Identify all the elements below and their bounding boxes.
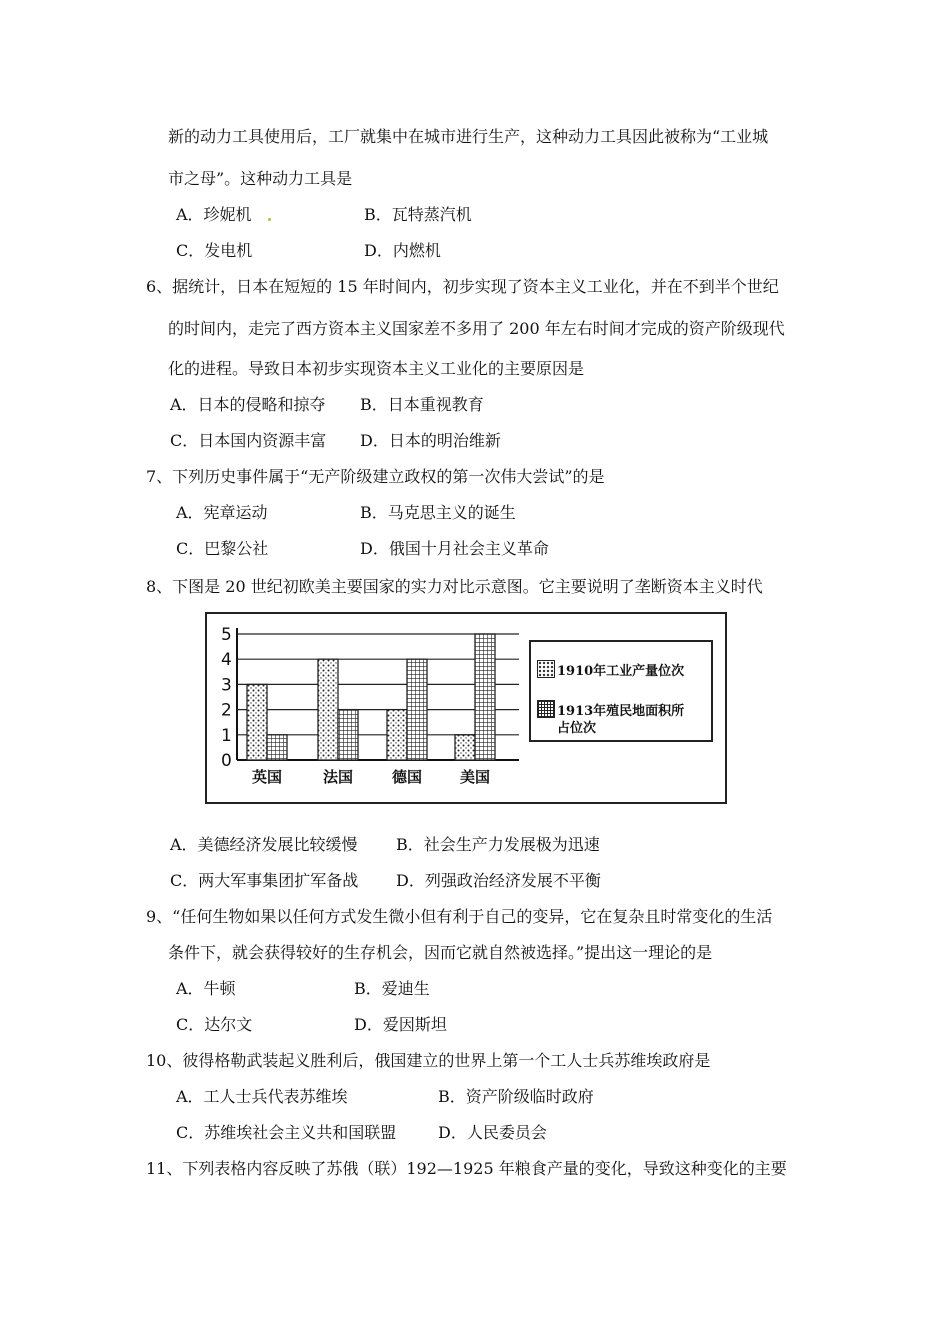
q7-text-line1: 7、下列历史事件属于“无产阶级建立政权的第一次伟大尝试”的是 xyxy=(146,467,605,486)
q9-option-a[interactable]: A．牛顿 xyxy=(176,979,236,998)
y-tick-label: 3 xyxy=(221,675,232,696)
q7-option-b[interactable]: B．马克思主义的诞生 xyxy=(360,503,516,522)
q6-text-line2: 的时间内，走完了西方资本主义国家差不多用了 200 年左右时间才完成的资产阶级现代 xyxy=(168,319,785,338)
q6-option-b[interactable]: B．日本重视教育 xyxy=(360,395,484,414)
bar-industrial xyxy=(318,659,338,760)
q8-text-line1: 8、下图是 20 世纪初欧美主要国家的实力对比示意图。它主要说明了垄断资本主义时代 xyxy=(146,577,763,596)
q5-option-a[interactable]: A．珍妮机 xyxy=(176,205,252,224)
q5-text-line1: 新的动力工具使用后，工厂就集中在城市进行生产，这种动力工具因此被称为“工业城 xyxy=(168,127,769,146)
x-category-label: 德国 xyxy=(391,768,423,786)
chart-legend xyxy=(529,640,713,742)
q9-option-b[interactable]: B．爱迪生 xyxy=(354,979,430,998)
q7-option-a[interactable]: A．宪章运动 xyxy=(176,503,268,522)
bar-colonial xyxy=(338,710,358,760)
q7-option-c[interactable]: C．巴黎公社 xyxy=(176,539,269,558)
y-tick-label: 1 xyxy=(221,725,232,746)
q6-text-line1: 6、据统计，日本在短短的 15 年时间内，初步实现了资本主义工业化，并在不到半个世纪 xyxy=(146,277,779,296)
speck-mark xyxy=(268,218,271,221)
q6-option-d[interactable]: D．日本的明治维新 xyxy=(360,431,501,450)
bar-colonial xyxy=(267,735,287,760)
q5-text-line2: 市之母”。这种动力工具是 xyxy=(168,169,353,188)
q10-option-b[interactable]: B．资产阶级临时政府 xyxy=(438,1087,594,1106)
q10-option-d[interactable]: D．人民委员会 xyxy=(438,1123,547,1142)
legend-label-industrial: 1910年工业产量位次 xyxy=(557,664,685,679)
x-category-label: 英国 xyxy=(251,768,283,786)
q10-text-line1: 10、彼得格勒武装起义胜利后，俄国建立的世界上第一个工人士兵苏维埃政府是 xyxy=(146,1051,711,1070)
q6-option-c[interactable]: C．日本国内资源丰富 xyxy=(170,431,327,450)
y-tick-label: 0 xyxy=(221,751,232,771)
q10-option-a[interactable]: A．工人士兵代表苏维埃 xyxy=(176,1087,348,1106)
y-tick-label: 4 xyxy=(221,650,232,671)
q9-option-d[interactable]: D．爱因斯坦 xyxy=(354,1015,447,1034)
q6-text-line3: 化的进程。导致日本初步实现资本主义工业化的主要原因是 xyxy=(168,359,585,378)
q10-option-c[interactable]: C．苏维埃社会主义共和国联盟 xyxy=(176,1123,397,1142)
bar-industrial xyxy=(455,735,475,760)
legend-label-colonial-1: 1913年殖民地面积所 xyxy=(557,704,685,719)
q8-option-c[interactable]: C．两大军事集团扩军备战 xyxy=(170,871,359,890)
q11-text-line1: 11、下列表格内容反映了苏俄（联）192—1925 年粮食产量的变化，导致这种变化的主要 xyxy=(146,1159,787,1178)
q5-option-d[interactable]: D．内燃机 xyxy=(364,241,441,260)
q9-option-c[interactable]: C．达尔文 xyxy=(176,1015,253,1034)
q9-text-line2: 条件下，就会获得较好的生存机会，因而它就自然被选择。”提出这一理论的是 xyxy=(168,943,713,962)
q9-text-line1: 9、“任何生物如果以任何方式发生微小但有利于自己的变异，它在复杂且时常变化的生活 xyxy=(146,907,773,926)
legend-item-industrial xyxy=(537,660,684,681)
x-category-label: 美国 xyxy=(459,768,491,786)
bar-colonial xyxy=(475,634,495,760)
legend-item-colonial xyxy=(537,700,684,721)
y-tick-label: 5 xyxy=(221,625,232,645)
bar-colonial xyxy=(407,659,427,760)
y-tick-label: 2 xyxy=(221,700,232,721)
bar-industrial xyxy=(387,710,407,760)
q6-option-a[interactable]: A．日本的侵略和掠夺 xyxy=(170,395,326,414)
dots-swatch-icon xyxy=(537,660,555,678)
x-category-label: 法国 xyxy=(322,768,354,786)
q5-option-c[interactable]: C．发电机 xyxy=(176,241,253,260)
q8-option-d[interactable]: D．列强政治经济发展不平衡 xyxy=(396,871,601,890)
q8-option-a[interactable]: A．美德经济发展比较缓慢 xyxy=(170,835,358,854)
grid-swatch-icon xyxy=(537,700,555,718)
q7-option-d[interactable]: D．俄国十月社会主义革命 xyxy=(360,539,549,558)
q5-option-b[interactable]: B．瓦特蒸汽机 xyxy=(364,205,472,224)
q8-option-b[interactable]: B．社会生产力发展极为迅速 xyxy=(396,835,600,854)
legend-label-colonial-2: 占位次 xyxy=(557,721,597,736)
bar-industrial xyxy=(247,684,267,760)
